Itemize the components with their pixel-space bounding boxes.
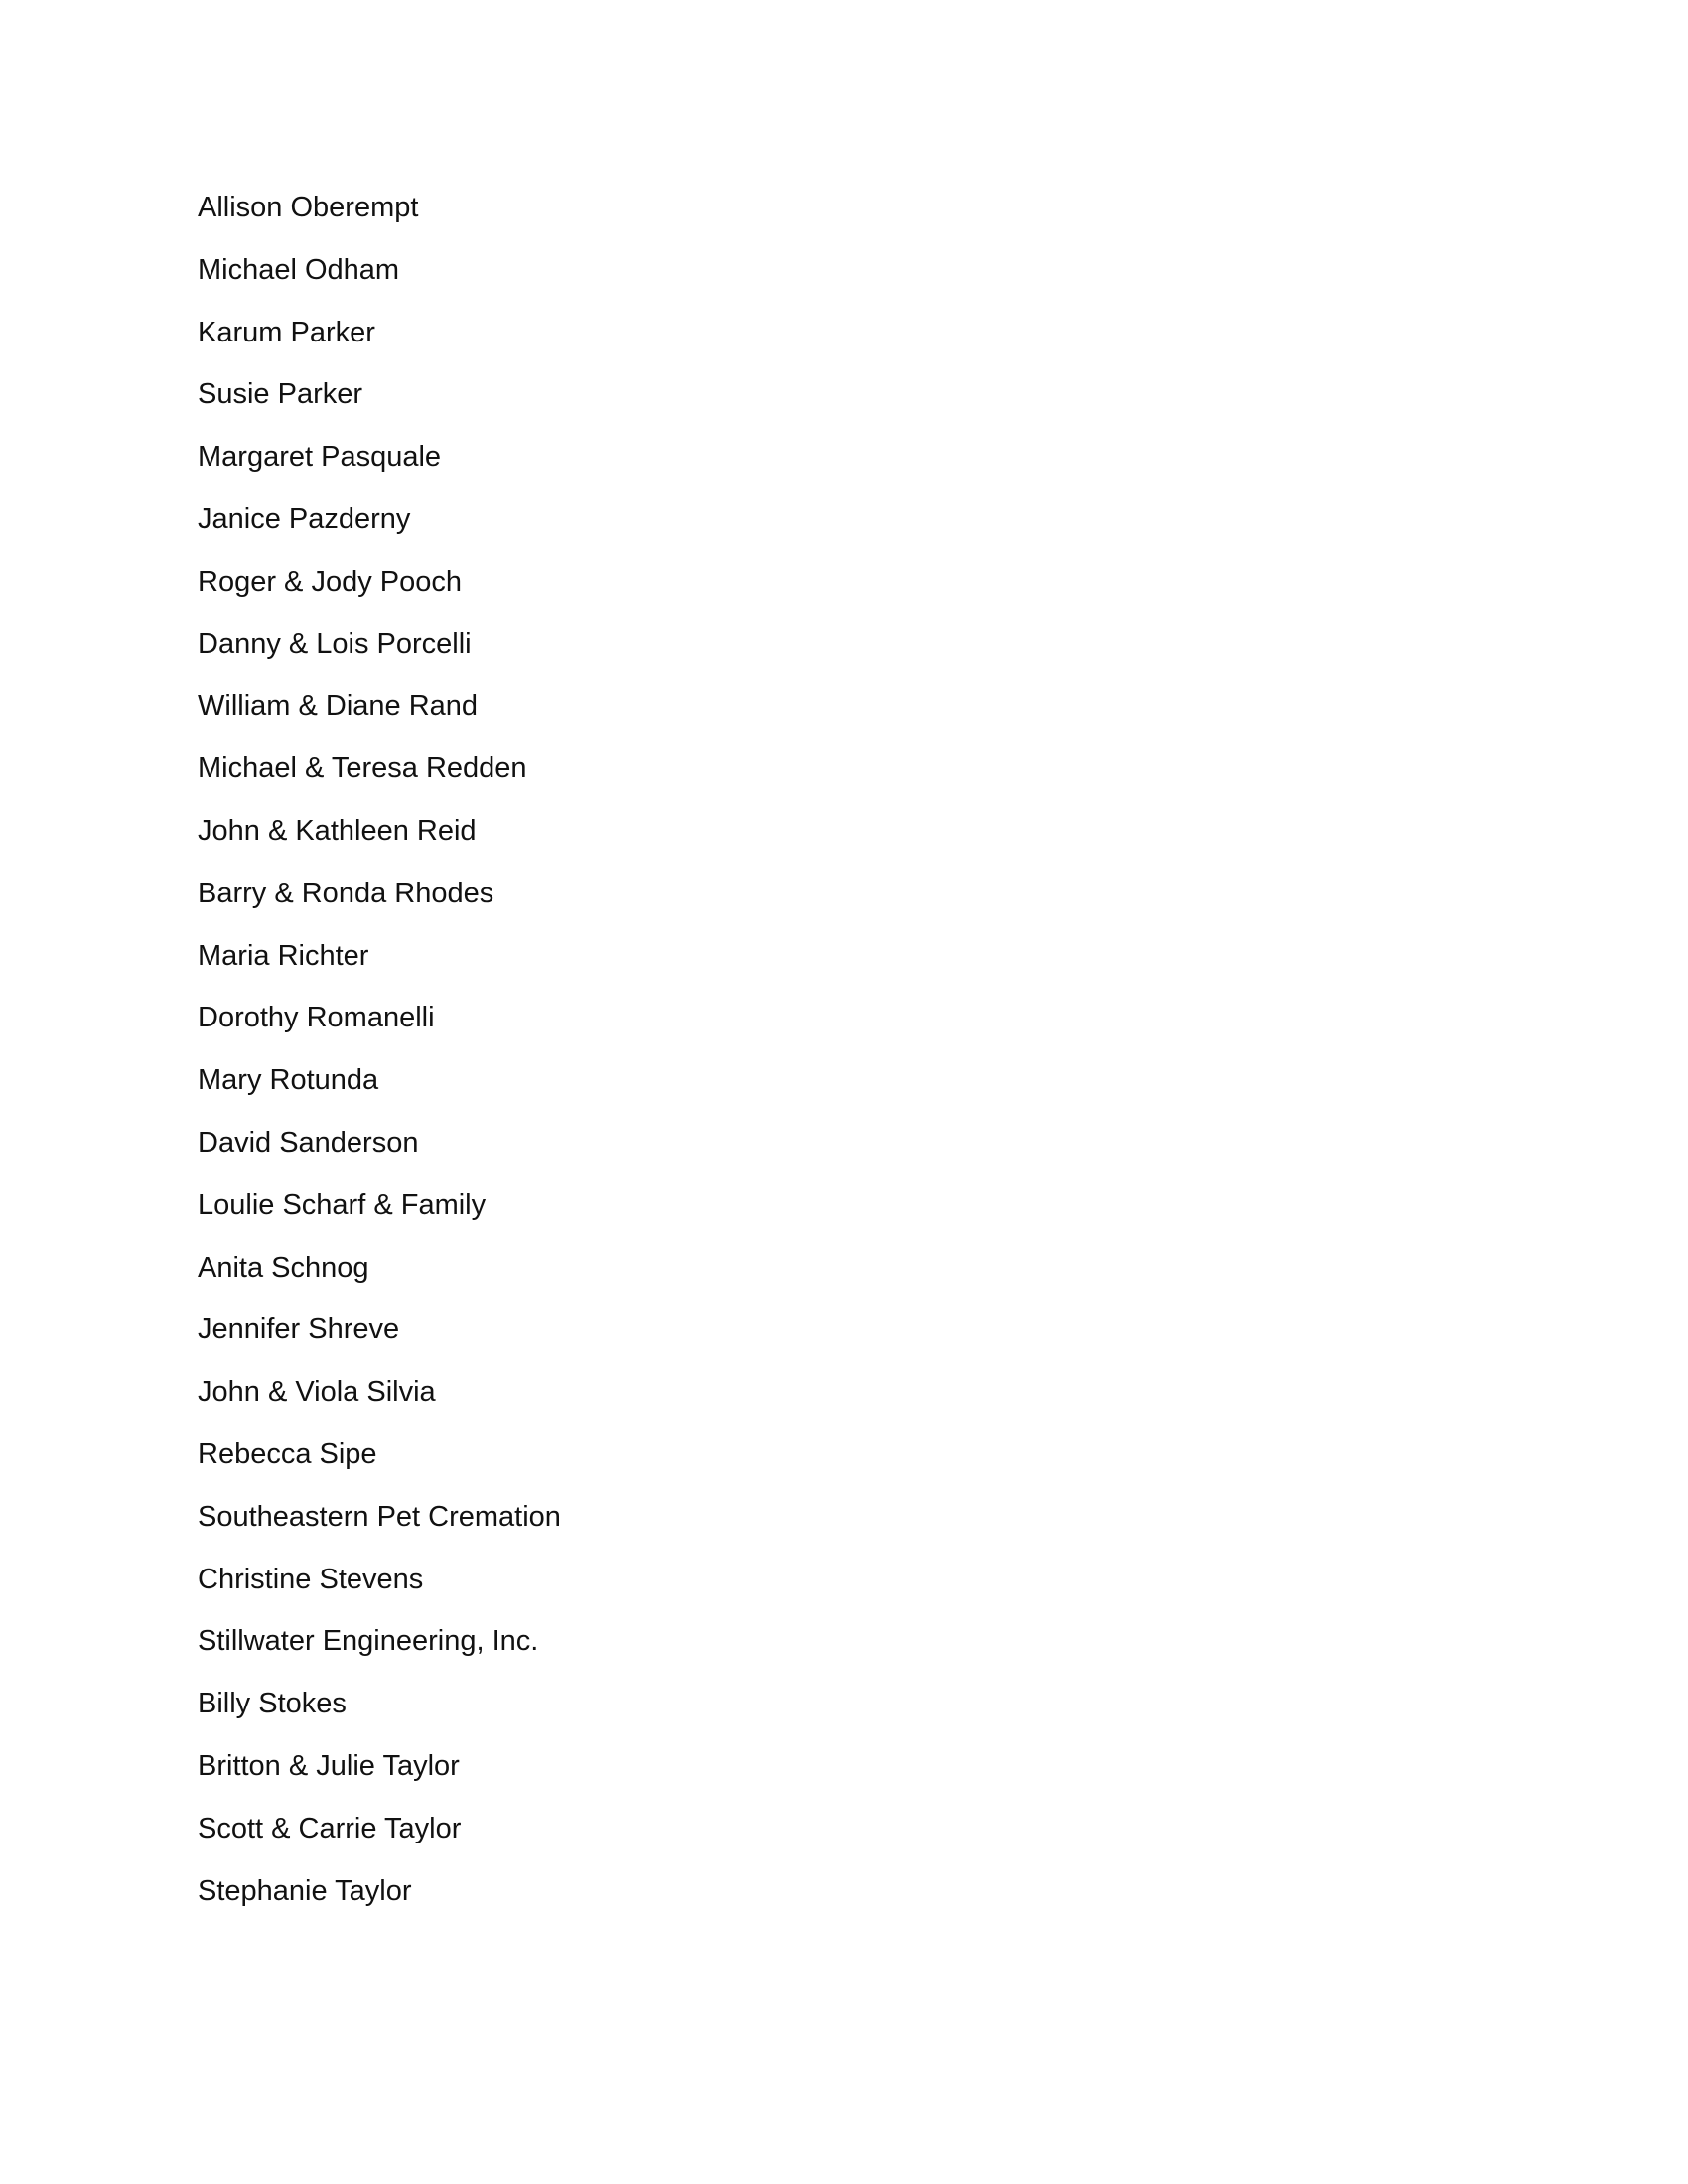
list-item: Danny & Lois Porcelli — [198, 627, 472, 660]
list-item: Loulie Scharf & Family — [198, 1188, 487, 1221]
list-item: Mary Rotunda — [198, 1064, 379, 1097]
list-item: Billy Stokes — [198, 1688, 347, 1720]
list-item: Karum Parker — [198, 316, 375, 348]
list-item: Stephanie Taylor — [198, 1874, 412, 1907]
name-list — [198, 193, 561, 1938]
list-item: Jennifer Shreve — [198, 1313, 400, 1346]
list-item: Anita Schnog — [198, 1251, 369, 1284]
list-item: Janice Pazderny — [198, 502, 411, 535]
list-item: Southeastern Pet Cremation — [198, 1500, 561, 1533]
list-item: Susie Parker — [198, 378, 363, 411]
list-item: Barry & Ronda Rhodes — [198, 877, 494, 909]
list-item: Michael Odham — [198, 253, 400, 286]
list-item: Michael & Teresa Redden — [198, 752, 527, 785]
list-item: Scott & Carrie Taylor — [198, 1812, 462, 1844]
list-item: Dorothy Romanelli — [198, 1002, 435, 1034]
list-item: John & Kathleen Reid — [198, 814, 477, 847]
list-item: William & Diane Rand — [198, 690, 479, 723]
list-item: Stillwater Engineering, Inc. — [198, 1625, 539, 1658]
list-item: Roger & Jody Pooch — [198, 565, 462, 598]
list-item: Britton & Julie Taylor — [198, 1749, 460, 1782]
list-item: Rebecca Sipe — [198, 1437, 377, 1470]
list-item: Maria Richter — [198, 939, 369, 972]
list-item: Christine Stevens — [198, 1563, 424, 1595]
list-item: Margaret Pasquale — [198, 441, 442, 474]
list-item: David Sanderson — [198, 1126, 419, 1159]
list-item: John & Viola Silvia — [198, 1376, 436, 1409]
list-item: Allison Oberempt — [198, 192, 419, 223]
